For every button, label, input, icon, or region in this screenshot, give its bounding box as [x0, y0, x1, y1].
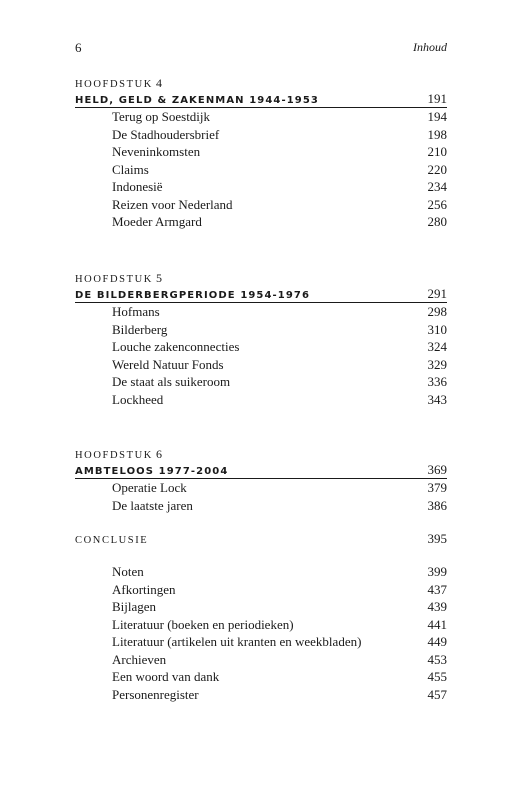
entry-page: 453: [427, 651, 447, 667]
toc-entry[interactable]: [75, 196, 447, 214]
entry-label: Terug op Soestdijk: [112, 109, 211, 124]
entry-page: 198: [427, 126, 447, 142]
back-matter-entry[interactable]: [75, 598, 447, 616]
entry-label: Een woord van dank: [112, 669, 220, 684]
entry-page: 386: [427, 497, 447, 513]
running-head: Inhoud: [413, 40, 447, 54]
entry-label: Reizen voor Nederland: [112, 196, 233, 212]
entry-label: Literatuur (boeken en periodieken): [112, 616, 294, 632]
chapter-number: 5: [156, 271, 162, 285]
back-matter-entry[interactable]: [75, 668, 447, 686]
page-header: [75, 40, 447, 56]
entry-page: 439: [427, 599, 447, 614]
entry-label: Claims: [112, 161, 149, 177]
toc-entry[interactable]: [75, 126, 447, 144]
chapter-label-text: HOOFDSTUK: [75, 450, 153, 461]
chapter-title: DE BILDERBERGPERIODE 1954-1976: [75, 290, 311, 301]
toc-entry[interactable]: [75, 178, 447, 196]
chapter-label: [75, 447, 447, 461]
entry-page: 329: [427, 356, 447, 372]
back-matter-entry[interactable]: [75, 563, 447, 581]
chapter-title: HELD, GELD & ZAKENMAN 1944-1953: [75, 95, 319, 106]
toc-entry[interactable]: [75, 479, 447, 497]
entry-label: Hofmans: [112, 304, 160, 319]
chapter-label: [75, 76, 447, 90]
entry-page: 234: [427, 179, 447, 194]
entry-page: 280: [427, 214, 447, 229]
toc-entry[interactable]: [75, 303, 447, 321]
chapter-number: 4: [156, 76, 162, 90]
chapter-label: [75, 271, 447, 285]
entry-label: Noten: [112, 564, 144, 579]
entry-label: De staat als suikeroom: [112, 374, 231, 389]
entry-label: Indonesië: [112, 179, 163, 194]
entry-label: De Stadhoudersbrief: [112, 126, 220, 142]
chapter-label-text: HOOFDSTUK: [75, 274, 153, 285]
entry-label: Archieven: [112, 651, 167, 667]
entry-page: 437: [427, 581, 447, 597]
entry-label: Operatie Lock: [112, 480, 187, 495]
conclusion-page: 395: [427, 531, 447, 546]
back-matter-entry[interactable]: [75, 581, 447, 599]
page-number: 6: [75, 40, 82, 55]
back-matter-list: [75, 563, 447, 703]
entry-page: 379: [427, 480, 447, 495]
entry-page: 441: [427, 616, 447, 632]
back-matter-entry[interactable]: [75, 633, 447, 651]
toc-entry[interactable]: [75, 497, 447, 515]
entry-page: 310: [427, 321, 447, 337]
chapter-number: 6: [156, 447, 162, 461]
entry-label: Bilderberg: [112, 321, 168, 337]
chapter-page-number: 369: [427, 462, 447, 477]
toc-entry[interactable]: [75, 391, 447, 409]
entry-label: Afkortingen: [112, 581, 176, 597]
toc-entry[interactable]: [75, 213, 447, 231]
entry-page: 449: [427, 634, 447, 649]
chapter-title-row[interactable]: [75, 285, 447, 303]
chapter-entries: [75, 303, 447, 408]
toc-entry[interactable]: [75, 338, 447, 356]
back-matter-entry[interactable]: [75, 686, 447, 704]
toc-entry[interactable]: [75, 356, 447, 374]
entry-page: 194: [427, 109, 447, 124]
entry-page: 210: [427, 144, 447, 159]
entry-page: 256: [427, 196, 447, 212]
chapter-label-text: HOOFDSTUK: [75, 79, 153, 90]
conclusion-label: CONCLUSIE: [75, 535, 149, 546]
entry-label: Moeder Armgard: [112, 214, 202, 229]
toc-entry[interactable]: [75, 161, 447, 179]
toc-entry[interactable]: [75, 143, 447, 161]
entry-page: 220: [427, 161, 447, 177]
entry-label: Wereld Natuur Fonds: [112, 356, 224, 372]
entry-page: 336: [427, 374, 447, 389]
entry-label: Personenregister: [112, 686, 199, 702]
entry-page: 343: [427, 391, 447, 407]
entry-label: De laatste jaren: [112, 497, 193, 513]
chapter-6: [75, 447, 447, 514]
chapter-entries: [75, 479, 447, 514]
entry-page: 298: [427, 304, 447, 319]
back-matter-entry[interactable]: [75, 616, 447, 634]
back-matter-entry[interactable]: [75, 651, 447, 669]
toc-entry[interactable]: [75, 373, 447, 391]
toc-entry[interactable]: [75, 321, 447, 339]
entry-label: Lockheed: [112, 391, 164, 407]
entry-page: 324: [427, 339, 447, 354]
entry-page: 399: [427, 564, 447, 579]
conclusion-row[interactable]: [75, 530, 447, 548]
chapter-title-row[interactable]: [75, 461, 447, 479]
toc-entry[interactable]: [75, 108, 447, 126]
entry-label: Neveninkomsten: [112, 144, 201, 159]
entry-page: 457: [427, 686, 447, 702]
chapter-title-row[interactable]: [75, 90, 447, 108]
entry-page: 455: [427, 669, 447, 684]
chapter-page-number: 291: [427, 286, 447, 301]
chapter-4: [75, 76, 447, 231]
entry-label: Bijlagen: [112, 599, 157, 614]
chapter-5: [75, 271, 447, 408]
chapter-entries: [75, 108, 447, 231]
entry-label: Louche zakenconnecties: [112, 339, 240, 354]
entry-label: Literatuur (artikelen uit kranten en weekbladen): [112, 634, 362, 649]
chapter-title: AMBTELOOS 1977-2004: [75, 466, 229, 477]
chapter-page-number: 191: [427, 91, 447, 106]
